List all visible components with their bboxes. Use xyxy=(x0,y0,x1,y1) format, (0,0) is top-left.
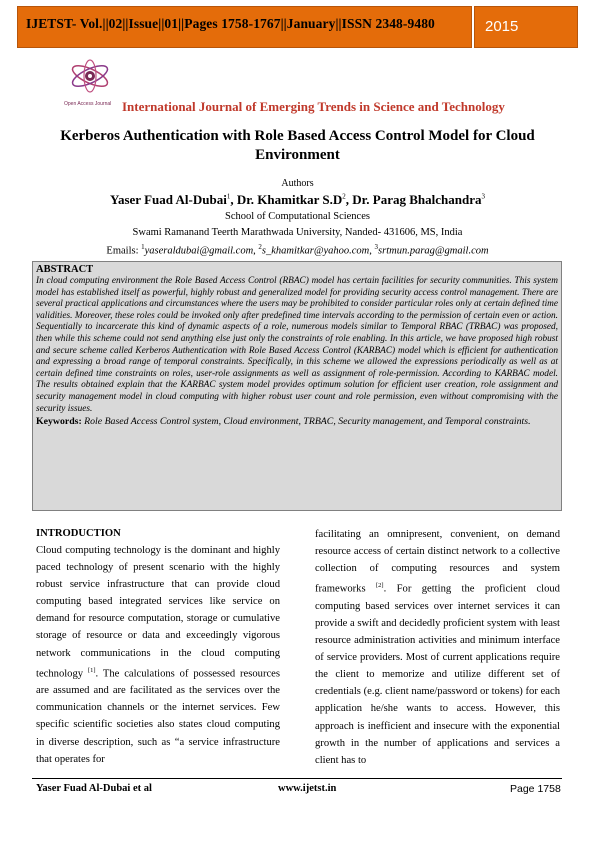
author-name: Yaser Fuad Al-Dubai xyxy=(110,192,227,207)
email-mark: 3 xyxy=(374,243,379,251)
body-paragraph xyxy=(315,526,560,769)
body-column-left xyxy=(36,526,280,768)
year-box xyxy=(474,6,578,48)
journal-logo-icon xyxy=(68,58,112,94)
keywords xyxy=(36,416,558,428)
body-text: . The calculations of possessed resources are assumed and are facilitated as the services over the communication channels or the internet services. Few specific scientific societies also states cloud computing in diverse description, such as “a service infrastructure that operates for xyxy=(36,668,281,765)
section-heading-introduction: INTRODUCTION xyxy=(36,528,121,539)
footer-author: Yaser Fuad Al-Dubai et al xyxy=(36,783,152,794)
email-link[interactable]: srtmun.parag@gmail.com xyxy=(378,245,489,257)
header-band xyxy=(0,0,595,48)
author-affiliation-mark: 1 xyxy=(226,192,231,201)
footer-website-link[interactable]: www.ijetst.in xyxy=(278,783,337,794)
abstract-heading: ABSTRACT xyxy=(36,264,94,275)
logo-caption: Open Access Journal xyxy=(64,101,112,107)
affiliation-school: School of Computational Sciences xyxy=(225,211,370,222)
email-link[interactable]: yaseraldubai@gmail.com xyxy=(144,245,254,257)
year-text: 2015 xyxy=(485,18,519,35)
email-link[interactable]: s_khamitkar@yahoo.com xyxy=(261,245,370,257)
body-text: facilitating an omnipresent, convenient, on demand resource access of certain distinct network to a collective collection of computing resources and system frameworks xyxy=(315,529,560,595)
citation-ref[interactable]: [2] xyxy=(376,582,384,590)
author-list: Yaser Fuad Al-Dubai$^1$, Dr. Khamitkar $S.D^2$, Dr. Parag Bhalchandra$^3$ xyxy=(110,192,485,207)
keywords-text: Role Based Access Control system, Cloud environment, TRBAC, Security management, and Temporal constraints. xyxy=(84,416,531,428)
abstract-text: In cloud computing environment the Role Based Access Control (RBAC) model has certain facilities for security communities. This system model has established itself as powerful, highly robust and generalized model for providing security access control management. There are several practical applications and circumstances where the users may be prohibited to consider particular roles only at certain defined time validities. Moreover, these roles could be invoked only after predefined time intervals according to the permission of certain even or action. Sequentially to incarcerate this kind of dynamic aspects of a role, numerous models similar to Temporal RBAC (TRBAC) was proposed, then while this scheme could not send anything else just only the constraints of role enabling. In this article, we have proposed high robust and secure scheme called Kerberos Authentication with Role Based Access Control (KARBAC) model which is efficient for authentication and expressing a broad range of temporal constraints. Specifically, in this scheme we allowed the expressions periodically as well as at certain defined time constraints on roles, user-role assignments as well as assignment of role-permission. According to KARBAC model. The results obtained explain that the KARBAC system model provides optimum solution for efficient user creation, role assignment and security management model in cloud computing with higher robust user count and role permission, even without compromising with the security issues. xyxy=(36,276,558,414)
footer-page-number: Page 1758 xyxy=(510,783,561,795)
author-name: Dr. Khamitkar S.D xyxy=(236,192,343,207)
email-mark: 1 xyxy=(141,243,145,251)
authors-label: Authors xyxy=(281,178,314,189)
keywords-label: Keywords: xyxy=(36,416,82,428)
paper-title: Kerberos Authentication with Role Based Access Control Model for Cloud Environment xyxy=(60,128,535,163)
journal-info-bar xyxy=(17,6,472,48)
author-affiliation-mark: 2 xyxy=(342,192,346,201)
emails-label: Emails: xyxy=(106,245,139,257)
body-text: . For getting the proficient cloud computing based services over internet services it can provide a swift and decidedly proficient system with least resource administration activities and minimum interface of service providers. Most of current applications require the client to memorize and utilize different set of credentials (e.g. client name/password or tokens) for each application he/she wants to access. However, this approach is inefficient and insecure with the exponential growth in the number of applications and services a client has to xyxy=(315,583,560,766)
abstract-box xyxy=(32,261,562,511)
footer-divider xyxy=(32,778,562,779)
body-paragraph xyxy=(36,542,280,768)
author-emails: Emails: $^1$yaseraldubai@gmail.com, $^2$s_khamitkar@yahoo.com, $^3$srtmun.parag@gmail.com xyxy=(106,243,489,257)
citation-ref[interactable]: [1] xyxy=(87,666,96,674)
body-column-right xyxy=(315,526,560,769)
journal-name: International Journal of Emerging Trends in Science and Technology xyxy=(122,99,505,114)
author-name: Dr. Parag Bhalchandra xyxy=(352,192,482,207)
body-text: Cloud computing technology is the dominant and highly paced technology of present scenario with the highly robust service infrastructure that can provide cloud computing based integrated services like service on demand for resource computation, storage or cumulative storage of resource or data and exceedingly vigorous network communications in the cloud computing technology xyxy=(36,545,280,680)
journal-info-text: IJETST- Vol.||02||Issue||01||Pages 1758-1767||January||ISSN 2348-9480 xyxy=(26,16,435,31)
affiliation-university: Swami Ramanand Teerth Marathwada University, Nanded- 431606, MS, India xyxy=(132,227,463,238)
author-affiliation-mark: 3 xyxy=(481,192,485,201)
email-mark: 2 xyxy=(258,243,262,251)
